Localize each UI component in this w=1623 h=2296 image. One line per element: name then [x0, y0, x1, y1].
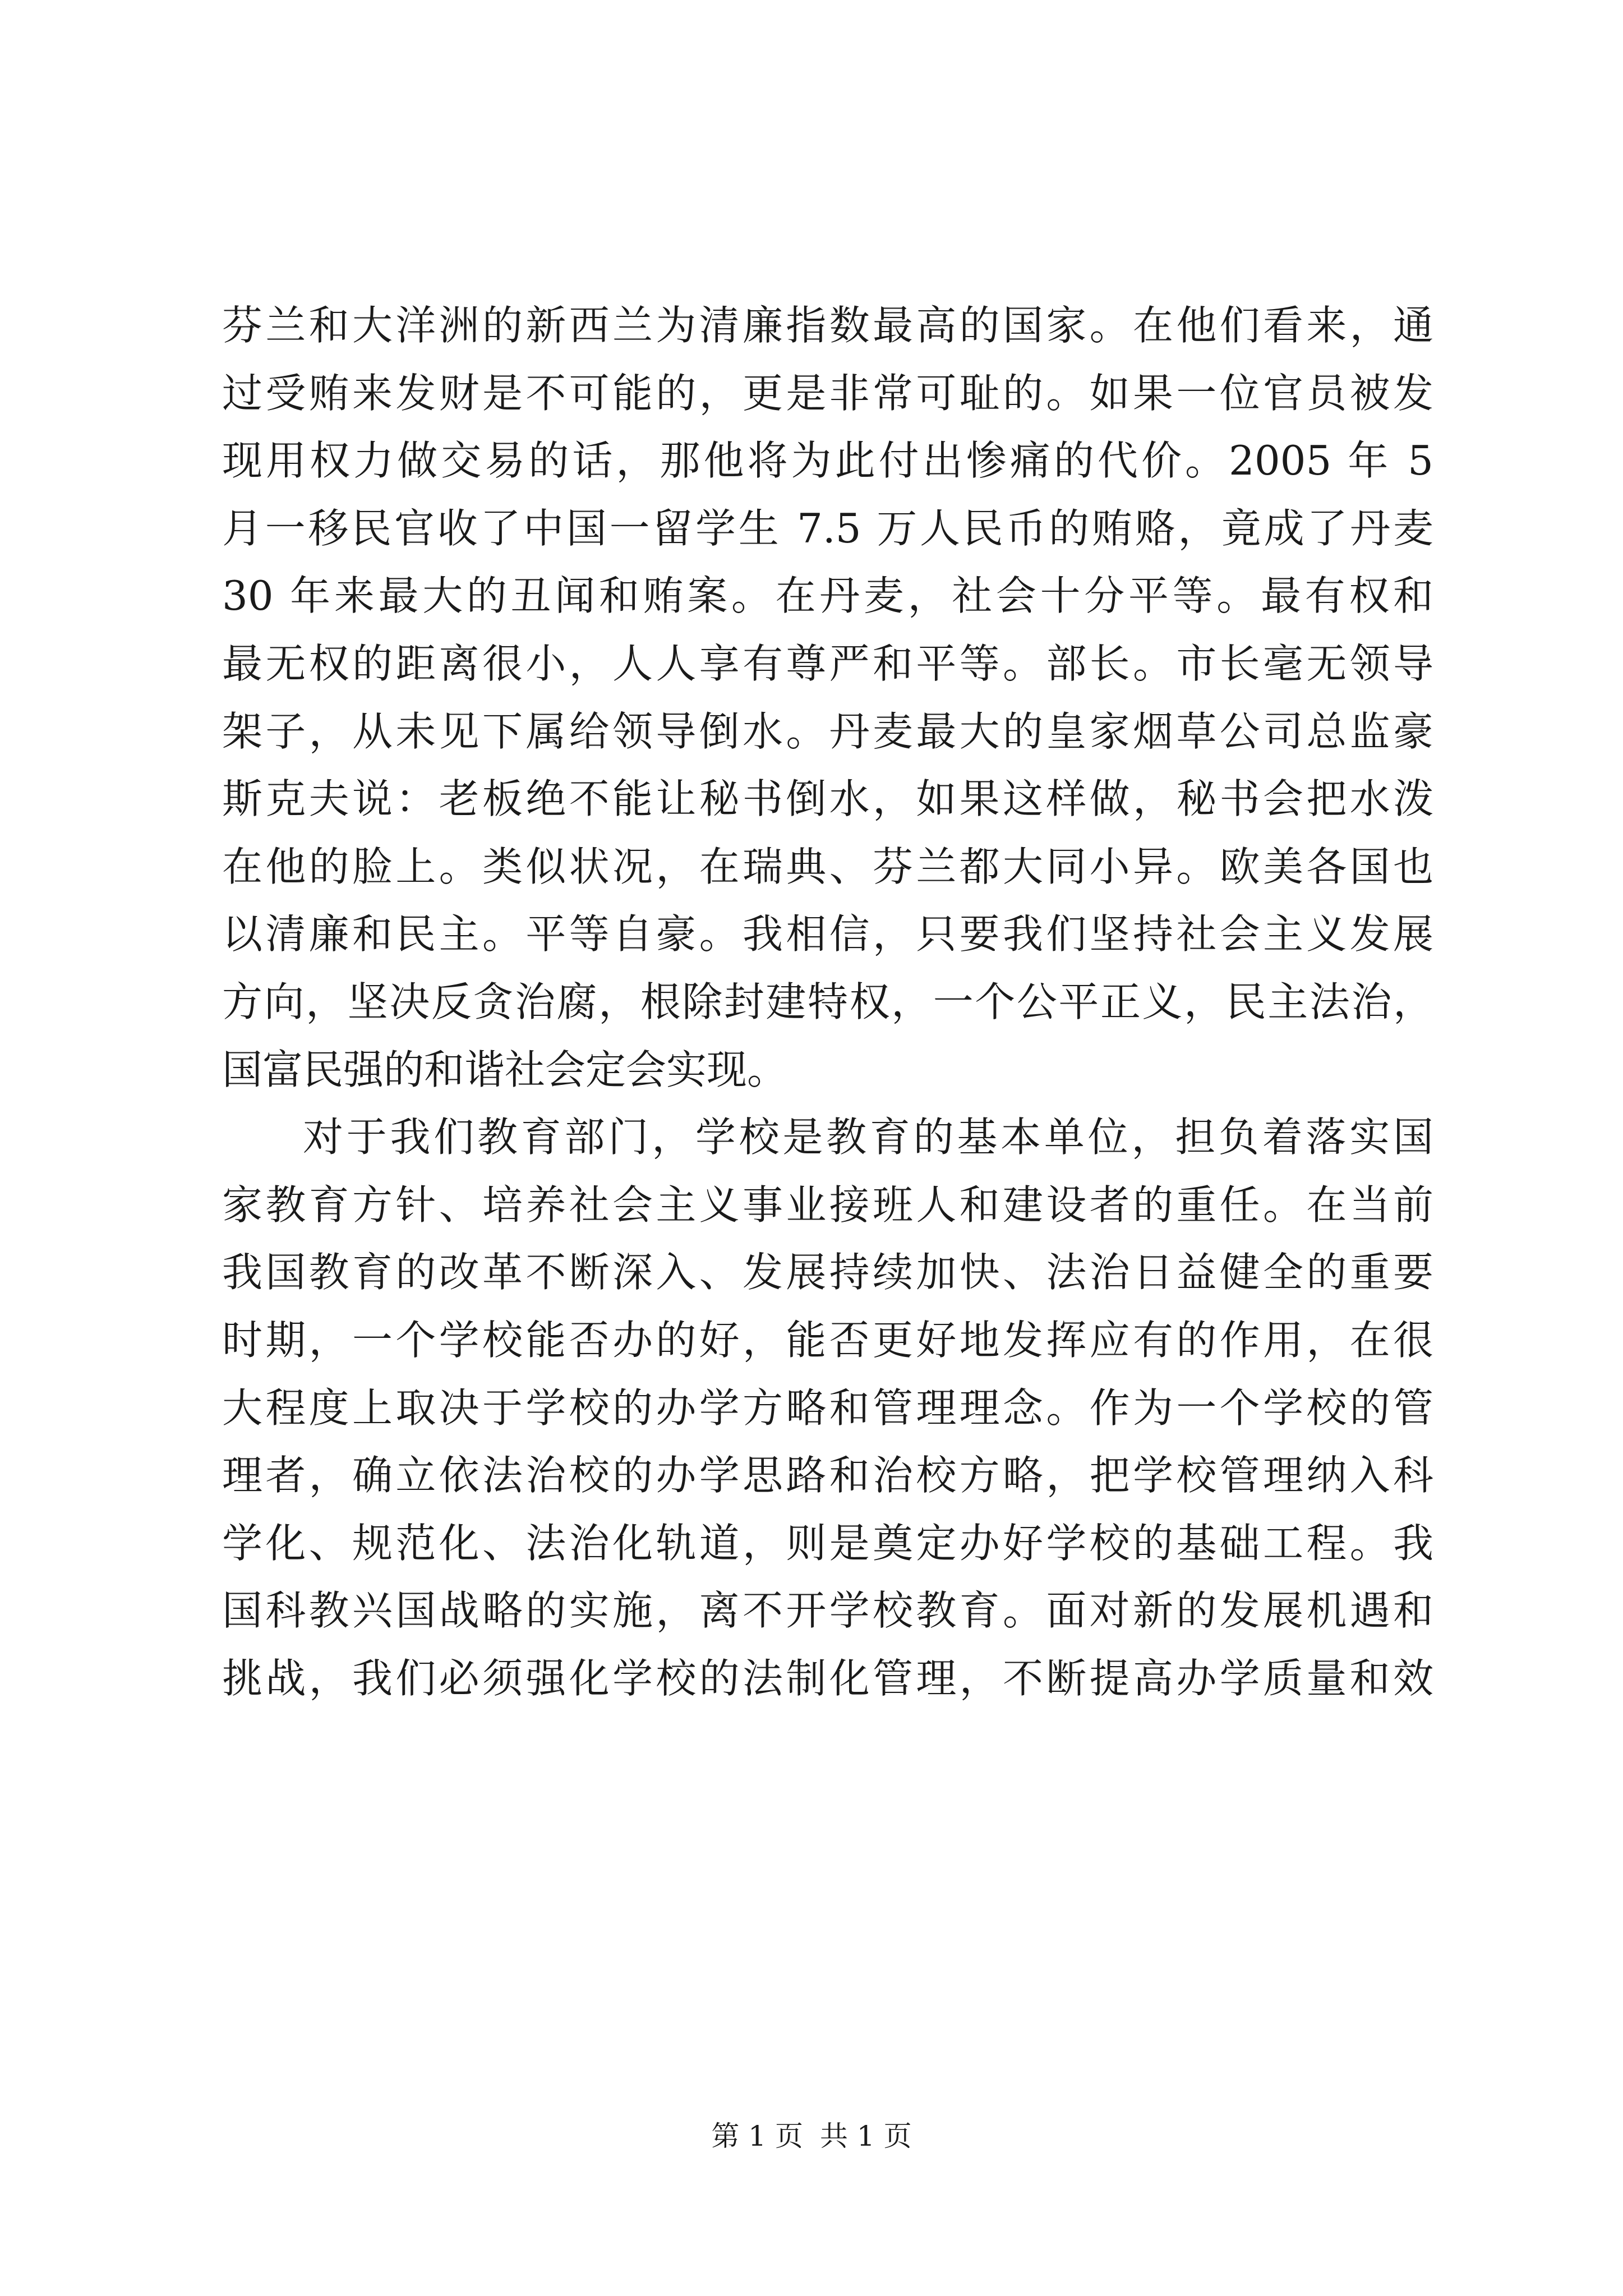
text-line: 对于我们教育部门，学校是教育的基本单位，担负着落实国 [303, 1114, 1433, 1161]
page-total: 共 1 页 [820, 2120, 912, 2152]
text-line: 最无权的距离很小，人人享有尊严和平等。部长。市长毫无领导 [222, 639, 1433, 687]
text-line: 斯克夫说：老板绝不能让秘书倒水，如果这样做，秘书会把水泼 [222, 775, 1433, 823]
text-line: 国富民强的和谐社会定会实现。 [222, 1046, 788, 1093]
text-line: 时期，一个学校能否办的好，能否更好地发挥应有的作用，在很 [222, 1316, 1433, 1364]
page-number: 第 1 页 [711, 2120, 803, 2152]
paragraph-1 [222, 292, 1433, 1103]
paragraph-2 [222, 1103, 1433, 1712]
text-line: 在他的脸上。类似状况，在瑞典、芬兰都大同小异。欧美各国也 [222, 843, 1433, 890]
text-line: 家教育方针、培养社会主义事业接班人和建设者的重任。在当前 [222, 1181, 1433, 1228]
text-line: 理者，确立依法治校的办学思路和治校方略，把学校管理纳入科 [222, 1452, 1433, 1499]
text-line: 过受贿来发财是不可能的，更是非常可耻的。如果一位官员被发 [222, 369, 1433, 417]
text-line: 挑战，我们必须强化学校的法制化管理，不断提高办学质量和效 [222, 1654, 1433, 1702]
text-line: 学化、规范化、法治化轨道，则是奠定办好学校的基础工程。我 [222, 1519, 1433, 1567]
text-line: 芬兰和大洋洲的新西兰为清廉指数最高的国家。在他们看来，通 [222, 302, 1433, 349]
page-footer [0, 2114, 1623, 2154]
text-line: 大程度上取决于学校的办学方略和管理理念。作为一个学校的管 [222, 1384, 1433, 1432]
text-line: 国科教兴国战略的实施，离不开学校教育。面对新的发展机遇和 [222, 1587, 1433, 1635]
text-line: 月一移民官收了中国一留学生 7.5 万人民币的贿赂，竟成了丹麦 [222, 504, 1433, 552]
text-line: 方向，坚决反贪治腐，根除封建特权，一个公平正义，民主法治， [222, 978, 1433, 1025]
text-line: 以清廉和民主。平等自豪。我相信，只要我们坚持社会主义发展 [222, 910, 1433, 958]
text-line: 架子，从未见下属给领导倒水。丹麦最大的皇家烟草公司总监豪 [222, 707, 1433, 755]
text-line: 现用权力做交易的话，那他将为此付出惨痛的代价。2005 年 5 [222, 437, 1433, 485]
text-line: 30 年来最大的丑闻和贿案。在丹麦，社会十分平等。最有权和 [222, 572, 1433, 620]
document-body [222, 292, 1433, 1712]
text-line: 我国教育的改革不断深入、发展持续加快、法治日益健全的重要 [222, 1249, 1433, 1296]
